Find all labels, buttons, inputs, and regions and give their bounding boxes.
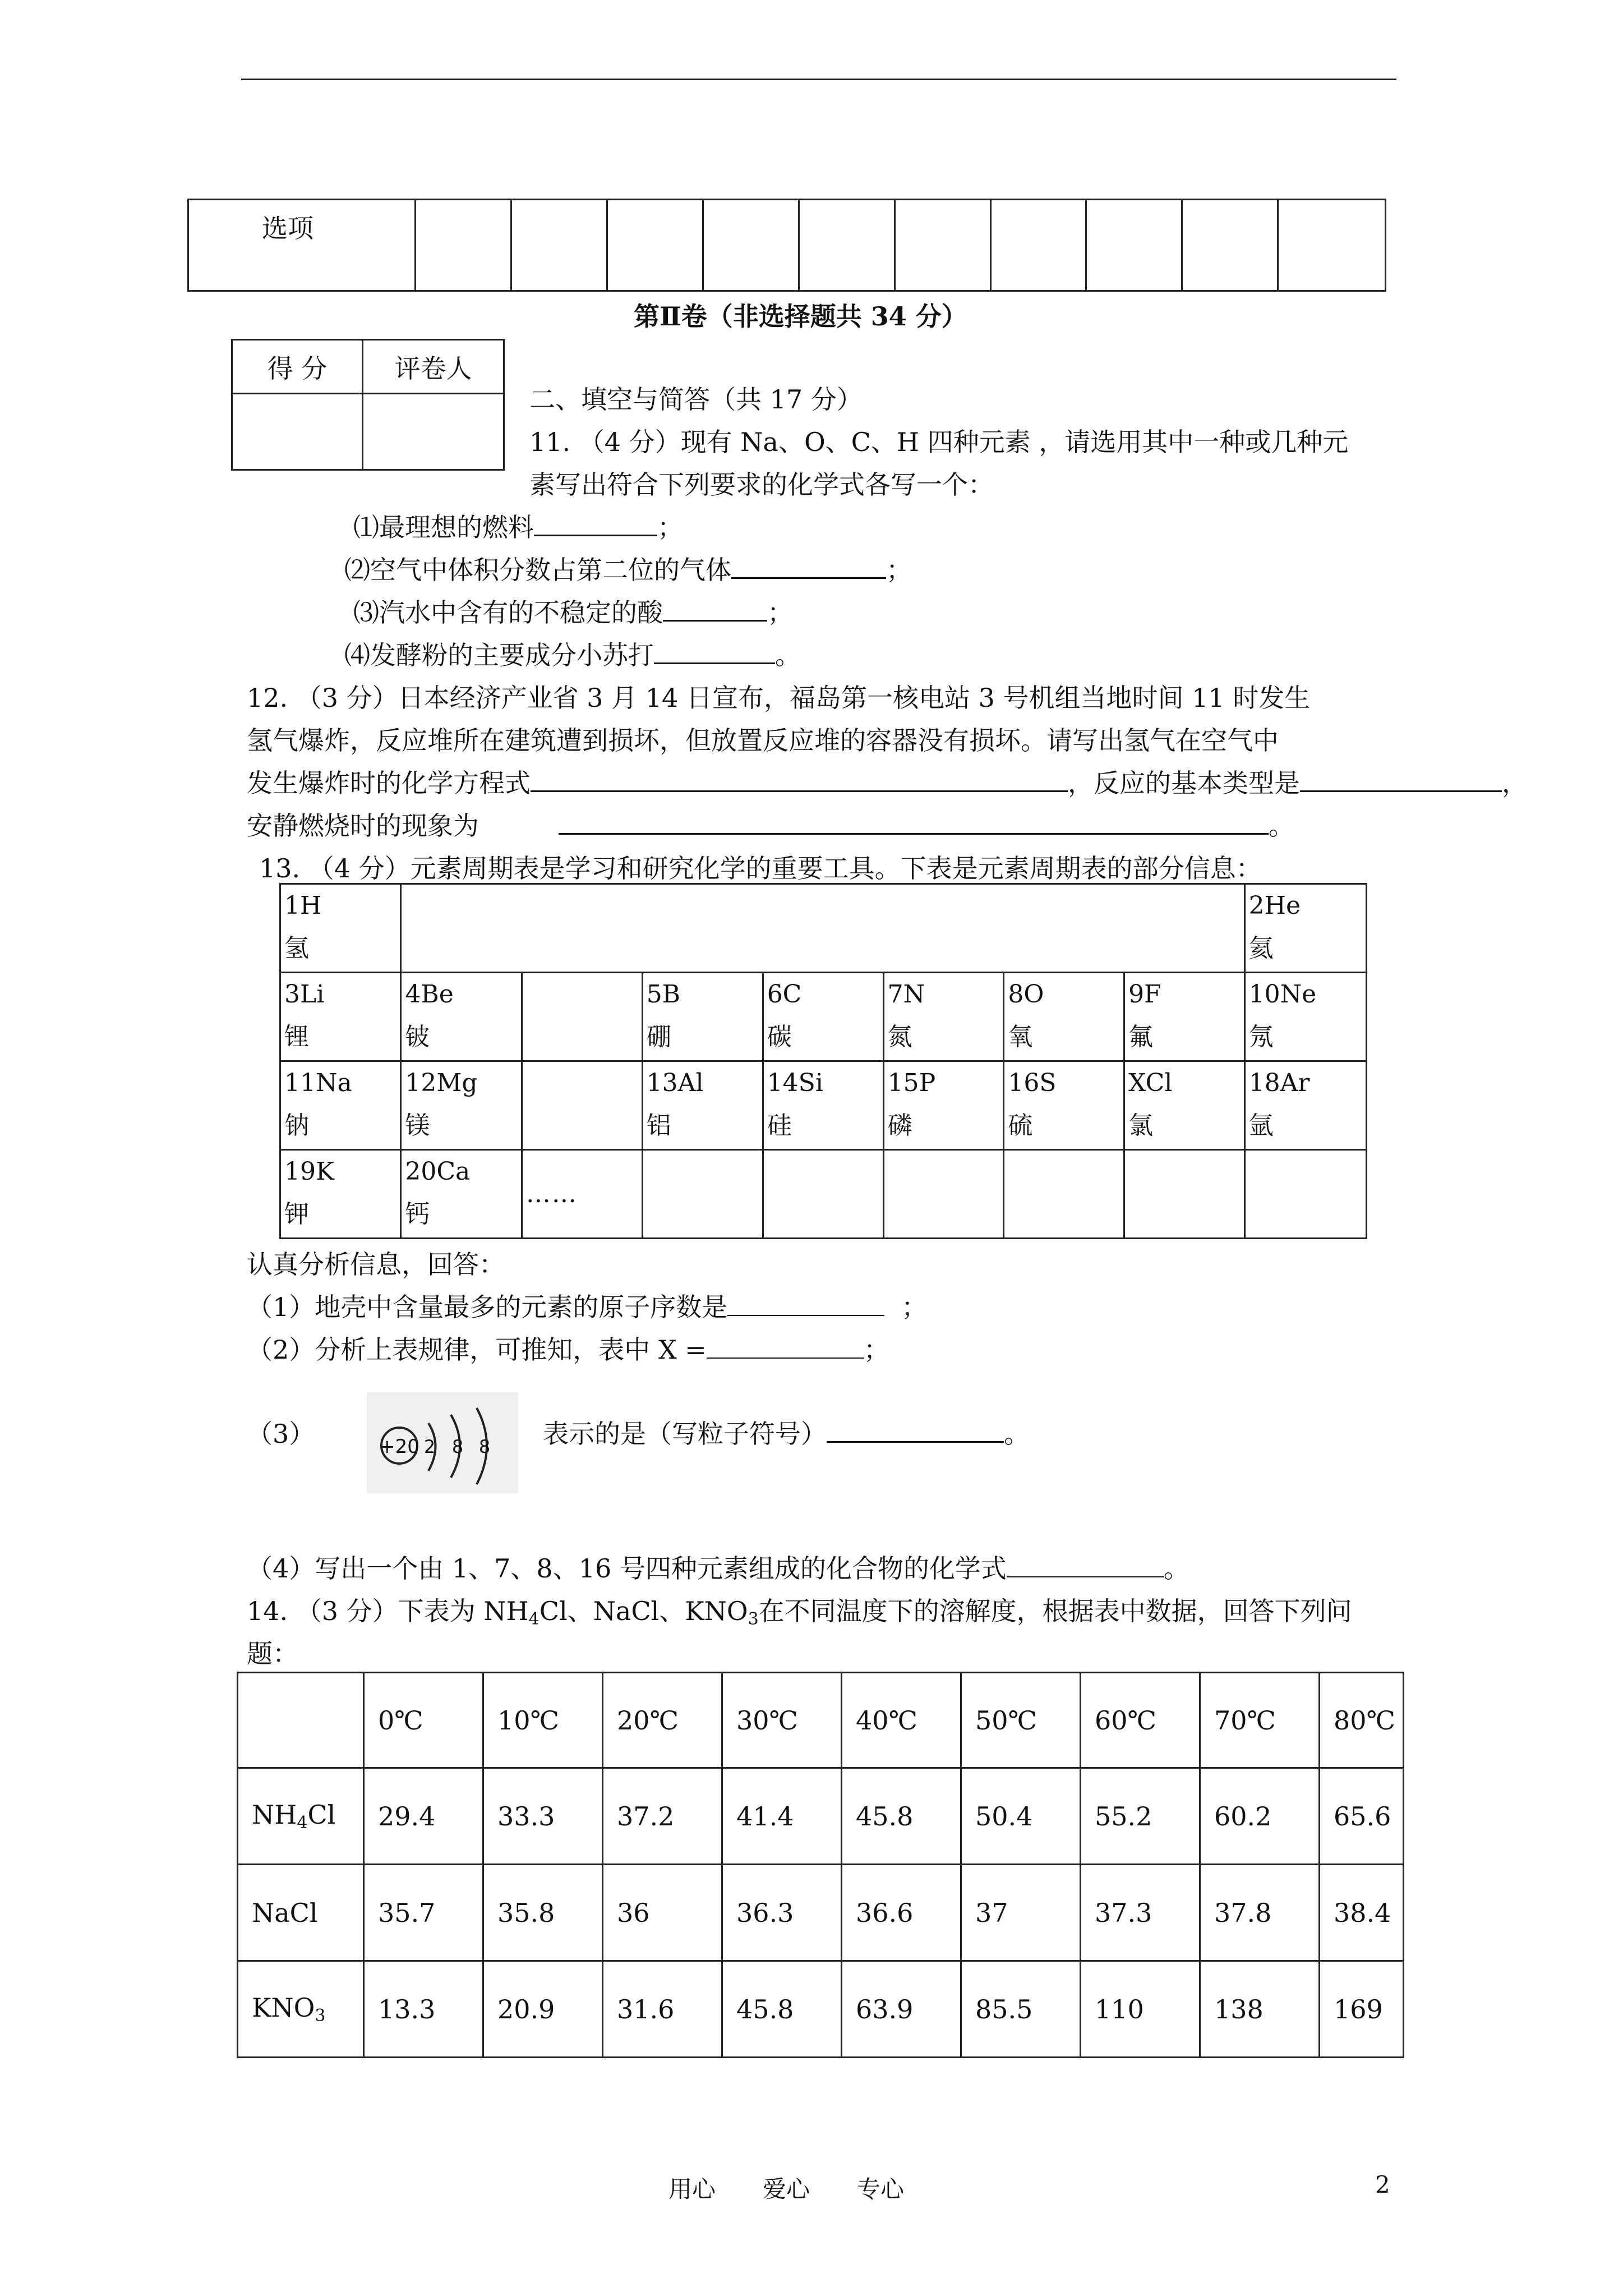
row-label: NaCl <box>238 1865 364 1961</box>
element-cell <box>280 973 401 1061</box>
element-name: 铍 <box>405 1023 430 1051</box>
element-name: 氢 <box>284 934 309 963</box>
value-cell: 38.4 <box>1320 1865 1404 1961</box>
grader-label: 评卷人 <box>363 340 504 394</box>
particle-symbol-blank[interactable] <box>827 1415 1004 1443</box>
table-row <box>238 1865 1404 1961</box>
value-cell: 36 <box>603 1865 722 1961</box>
value-cell: 35.8 <box>483 1865 603 1961</box>
value-cell: 55.2 <box>1081 1768 1200 1865</box>
value-cell: 31.6 <box>603 1961 722 2058</box>
temp-header: 20℃ <box>603 1673 722 1768</box>
gap-cell <box>522 1061 642 1150</box>
empty-cell <box>1124 1150 1245 1239</box>
element-name: 钙 <box>405 1200 430 1228</box>
element-cell <box>642 973 763 1061</box>
q11-item-2 <box>344 550 912 587</box>
element-symbol: 2He <box>1248 891 1301 920</box>
q12-comma: ， <box>1502 768 1528 798</box>
temp-header: 10℃ <box>483 1673 603 1768</box>
element-symbol: 19K <box>284 1157 334 1186</box>
element-cell <box>883 973 1004 1061</box>
temp-header: 70℃ <box>1200 1673 1320 1768</box>
element-cell <box>401 1061 522 1150</box>
element-symbol: 20Ca <box>405 1157 471 1186</box>
q13-sub1-end: ； <box>901 1292 928 1322</box>
element-name: 硫 <box>1008 1111 1033 1140</box>
answer-blank[interactable] <box>663 594 767 622</box>
element-name: 氦 <box>1248 934 1274 963</box>
value-cell: 36.3 <box>722 1865 842 1961</box>
element-symbol: 18Ar <box>1248 1069 1310 1097</box>
element-symbol: 6C <box>767 980 802 1009</box>
element-symbol: XCl <box>1128 1069 1173 1097</box>
value-cell: 37 <box>961 1865 1081 1961</box>
element-symbol: 3Li <box>284 980 325 1009</box>
element-symbol: 1H <box>284 891 322 920</box>
q14-line1 <box>247 1591 1352 1629</box>
answer-cell[interactable] <box>1182 200 1278 291</box>
part2-title: 二、填空与简答（共 17 分） <box>529 384 863 415</box>
q14-text: 14. （3 分）下表为 NH <box>247 1596 529 1626</box>
element-cell <box>642 1061 763 1150</box>
answer-cell[interactable] <box>511 200 607 291</box>
element-name: 钠 <box>284 1111 309 1140</box>
shell-3-electrons: 8 <box>478 1436 491 1457</box>
q11-line1: 11. （4 分）现有 Na、O、C、H 四种元素 ，请选用其中一种或几种元 <box>529 427 1349 457</box>
q13-prompt: 认真分析信息，回答： <box>247 1249 505 1280</box>
q11-item-text: ⑴最理想的燃料 <box>353 512 534 542</box>
answer-blank[interactable] <box>731 551 886 579</box>
footer-motto: 用心 爱心 专心 <box>668 2175 905 2203</box>
value-cell: 65.6 <box>1320 1768 1404 1865</box>
ellipsis: …… <box>525 1179 578 1208</box>
empty-cell <box>642 1150 763 1239</box>
temp-header: 80℃ <box>1320 1673 1404 1768</box>
answer-blank[interactable] <box>654 637 775 664</box>
page-number: 2 <box>1375 2171 1390 2198</box>
element-cell <box>1244 884 1366 973</box>
element-name: 氮 <box>887 1023 912 1051</box>
periodic-table <box>279 883 1367 1239</box>
q11-item-end: ； <box>657 512 683 542</box>
shell-2-electrons: 8 <box>451 1436 464 1457</box>
q11-item-end: ； <box>767 597 793 628</box>
answer-cell[interactable] <box>990 200 1086 291</box>
element-name: 氩 <box>1248 1111 1274 1140</box>
row-label: $KNO_3$ <box>238 1961 364 2058</box>
q11-item-4 <box>344 635 801 672</box>
answer-blank[interactable] <box>534 509 657 536</box>
value-cell: 33.3 <box>483 1768 603 1865</box>
temp-header: 40℃ <box>842 1673 961 1768</box>
q12-line1: 12. （3 分）日本经济产业省 3 月 14 日宣布，福岛第一核电站 3 号机组当地时间 11 时发生 <box>247 683 1311 713</box>
q13-intro: 13. （4 分）元素周期表是学习和研究化学的重要工具。下表是元素周期表的部分信息： <box>259 853 1262 884</box>
q13-sub1 <box>247 1287 927 1324</box>
q13-sub3-label: （3） <box>247 1419 315 1449</box>
value-cell: 29.4 <box>364 1768 483 1865</box>
element-name: 硅 <box>767 1111 792 1140</box>
value-cell: 45.8 <box>842 1768 961 1865</box>
subscript: 3 <box>748 1609 759 1629</box>
section-title: 第Ⅱ卷（非选择题共 34 分） <box>634 301 967 332</box>
element-symbol: 10Ne <box>1248 980 1317 1009</box>
element-symbol: 13Al <box>646 1069 704 1097</box>
q11-item-3 <box>353 592 793 629</box>
value-cell: 41.4 <box>722 1768 842 1865</box>
value-cell: 63.9 <box>842 1961 961 2058</box>
solubility-table <box>237 1672 1404 2058</box>
temp-header: 30℃ <box>722 1673 842 1768</box>
q13-sub3 <box>543 1414 1030 1451</box>
element-name: 硼 <box>646 1023 671 1051</box>
q14-text: Cl、NaCl、KNO <box>539 1596 748 1626</box>
value-cell: 50.4 <box>961 1768 1081 1865</box>
element-symbol: 14Si <box>767 1069 823 1097</box>
value-cell: 85.5 <box>961 1961 1081 2058</box>
q14-text: 在不同温度下的溶解度，根据表中数据，回答下列问 <box>758 1596 1352 1626</box>
answer-table <box>187 199 1386 292</box>
answer-blank[interactable] <box>727 1289 884 1316</box>
q12-line2: 氢气爆炸，反应堆所在建筑遭到损坏，但放置反应堆的容器没有损坏。请写出氢气在空气中 <box>247 725 1279 756</box>
element-name: 锂 <box>284 1023 309 1051</box>
empty-cell <box>1244 1150 1366 1239</box>
element-name: 铝 <box>646 1111 671 1140</box>
q11-item-text: ⑶汽水中含有的不稳定的酸 <box>353 597 663 628</box>
q12-period: 。 <box>1269 811 1294 841</box>
score-label: 得 分 <box>232 340 363 394</box>
q11-item-1 <box>353 507 683 544</box>
temp-header: 50℃ <box>961 1673 1081 1768</box>
atom-structure-diagram <box>367 1392 518 1493</box>
answer-label-cell <box>188 200 416 291</box>
element-cell <box>763 1061 883 1150</box>
element-name: 氯 <box>1128 1111 1154 1140</box>
value-cell: 37.2 <box>603 1768 722 1865</box>
element-symbol: 16S <box>1008 1069 1057 1097</box>
value-cell: 35.7 <box>364 1865 483 1961</box>
element-symbol: 4Be <box>405 980 454 1009</box>
q12-type-label: ，反应的基本类型是 <box>1068 768 1300 798</box>
table-row <box>238 1768 1404 1865</box>
element-symbol: 9F <box>1128 980 1161 1009</box>
answer-cell[interactable] <box>895 200 990 291</box>
element-name: 磷 <box>887 1111 912 1140</box>
answer-blank[interactable] <box>707 1332 864 1359</box>
answer-cell[interactable] <box>416 200 511 291</box>
q12-line4 <box>247 806 1294 843</box>
element-symbol: 15P <box>887 1069 936 1097</box>
element-cell <box>1124 1061 1245 1150</box>
value-cell: 138 <box>1200 1961 1320 2058</box>
q13-sub2-text: （2）分析上表规律，可推知，表中 X = <box>247 1335 707 1365</box>
equation-blank[interactable] <box>531 765 1068 792</box>
element-name: 碳 <box>767 1023 792 1051</box>
q12-phenomenon-label: 安静燃烧时的现象为 <box>247 811 479 841</box>
element-cell <box>280 1150 401 1239</box>
q13-sub1-text: （1）地壳中含量最多的元素的原子序数是 <box>247 1292 728 1322</box>
shell-1-electrons: 2 <box>423 1436 436 1457</box>
element-symbol: 8O <box>1008 980 1044 1009</box>
header-rule <box>241 79 1396 80</box>
temp-header: 0℃ <box>364 1673 483 1768</box>
q13-sub3-text: 表示的是（写粒子符号） <box>543 1419 827 1449</box>
q12-equation-label: 发生爆炸时的化学方程式 <box>247 768 531 798</box>
value-cell: 45.8 <box>722 1961 842 2058</box>
blank-span-cell <box>401 884 1244 973</box>
answer-cell[interactable] <box>607 200 703 291</box>
element-name: 氟 <box>1128 1023 1154 1051</box>
element-cell <box>1124 973 1245 1061</box>
score-field[interactable] <box>232 394 363 470</box>
element-cell <box>280 1061 401 1150</box>
empty-cell <box>1004 1150 1124 1239</box>
value-cell: 37.3 <box>1081 1865 1200 1961</box>
q12-line3 <box>247 763 1528 800</box>
element-name: 氧 <box>1008 1023 1033 1051</box>
empty-cell <box>763 1150 883 1239</box>
q13-sub3-end: 。 <box>1004 1419 1030 1449</box>
q13-sub2 <box>247 1329 889 1366</box>
element-name: 钾 <box>284 1200 309 1228</box>
element-cell <box>401 1150 522 1239</box>
nucleus-charge: +20 <box>379 1435 419 1458</box>
q11-line2: 素写出符合下列要求的化学式各写一个： <box>529 470 994 500</box>
answer-cell[interactable] <box>1086 200 1182 291</box>
atom-diagram-svg <box>367 1392 518 1493</box>
gap-cell <box>522 973 642 1061</box>
value-cell: 60.2 <box>1200 1768 1320 1865</box>
element-cell <box>1244 973 1366 1061</box>
value-cell: 110 <box>1081 1961 1200 2058</box>
q13-sub4-end: 。 <box>1163 1553 1189 1584</box>
value-cell: 169 <box>1320 1961 1404 2058</box>
value-cell: 37.8 <box>1200 1865 1320 1961</box>
element-cell <box>1244 1061 1366 1150</box>
q11-item-text: ⑷发酵粉的主要成分小苏打 <box>344 640 654 670</box>
q11-item-text: ⑵空气中体积分数占第二位的气体 <box>344 555 731 585</box>
phenomenon-blank[interactable] <box>559 807 1269 835</box>
answer-cell[interactable] <box>703 200 799 291</box>
temp-header: 60℃ <box>1081 1673 1200 1768</box>
reaction-type-blank[interactable] <box>1300 765 1502 792</box>
q13-sub4 <box>247 1548 1189 1585</box>
table-row <box>238 1961 1404 2058</box>
q13-sub2-end: ； <box>863 1335 889 1365</box>
element-symbol: 5B <box>646 980 681 1009</box>
empty-cell <box>883 1150 1004 1239</box>
subscript: 4 <box>528 1609 540 1629</box>
score-box <box>231 339 505 471</box>
grader-field[interactable] <box>363 394 504 470</box>
corner-cell <box>238 1673 364 1768</box>
element-cell <box>401 973 522 1061</box>
value-cell: 13.3 <box>364 1961 483 2058</box>
q13-sub4-text: （4）写出一个由 1、7、8、16 号四种元素组成的化合物的化学式 <box>247 1553 1007 1584</box>
element-name: 镁 <box>405 1111 430 1140</box>
answer-cell[interactable] <box>1278 200 1386 291</box>
element-cell <box>280 884 401 973</box>
answer-label: 选项 <box>262 213 313 243</box>
element-cell <box>1004 973 1124 1061</box>
formula-blank[interactable] <box>1007 1550 1164 1577</box>
q11-item-end: ； <box>886 555 912 585</box>
element-cell <box>883 1061 1004 1150</box>
element-cell <box>763 973 883 1061</box>
element-symbol: 7N <box>887 980 925 1009</box>
element-name: 氖 <box>1248 1023 1274 1051</box>
answer-cell[interactable] <box>799 200 895 291</box>
value-cell: 20.9 <box>483 1961 603 2058</box>
element-symbol: 12Mg <box>405 1069 478 1097</box>
value-cell: 36.6 <box>842 1865 961 1961</box>
element-cell <box>1004 1061 1124 1150</box>
ellipsis-cell <box>522 1150 642 1239</box>
element-symbol: 11Na <box>284 1069 352 1097</box>
q11-item-end: 。 <box>775 640 801 670</box>
row-label: $NH_4Cl$ <box>238 1768 364 1865</box>
q14-line2: 题： <box>247 1639 298 1669</box>
